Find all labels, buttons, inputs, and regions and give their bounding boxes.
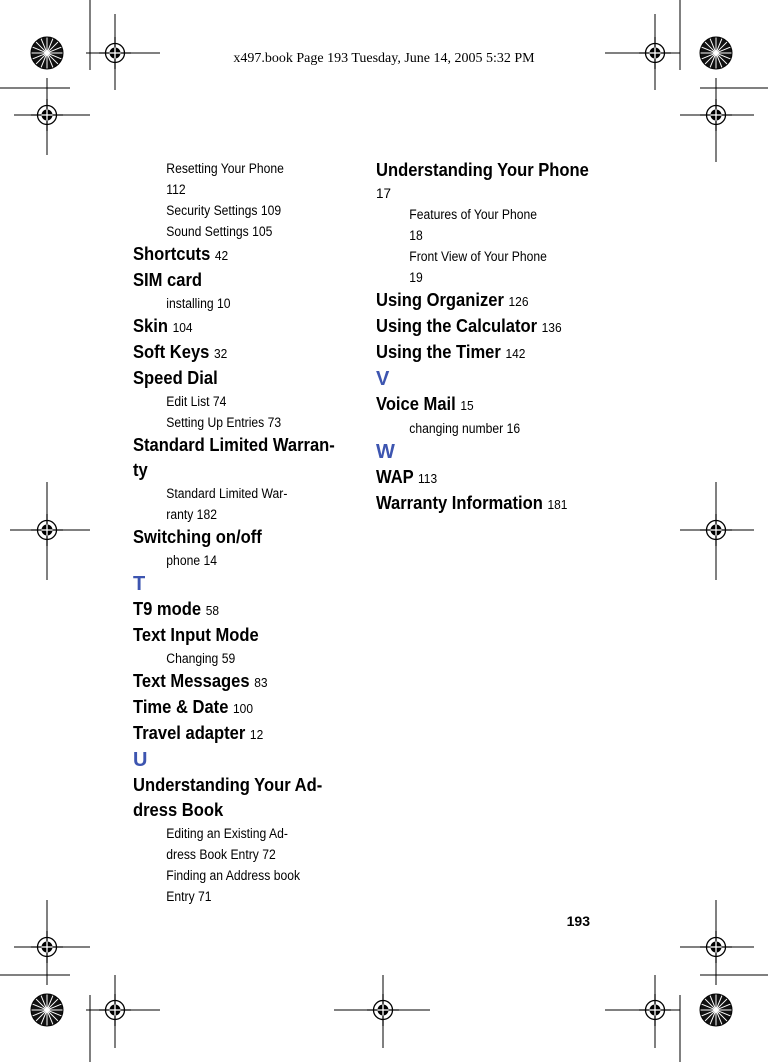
index-subentry: Resetting Your Phone [166, 161, 284, 176]
index-entry-wap: WAP 113 [376, 467, 438, 487]
index-subentry: Entry 71 [166, 889, 212, 904]
section-letter-w: W [376, 441, 395, 463]
index-entry-warranty-info: Warranty Information 181 [376, 493, 568, 513]
index-entry-softkeys: Soft Keys 32 [133, 342, 228, 362]
page-number: 193 [566, 913, 590, 929]
index-entry-skin: Skin 104 [133, 316, 193, 336]
index-subentry: Edit List 74 [166, 394, 227, 409]
index-subentry: changing number 16 [409, 421, 521, 436]
index-column-right [376, 158, 598, 517]
index-subentry: installing 10 [166, 296, 231, 311]
index-entry-travel: Travel adapter 12 [133, 723, 264, 743]
index-subentry: Editing an Existing Ad- [166, 826, 288, 841]
index-entry-voicemail: Voice Mail 15 [376, 394, 474, 414]
index-entry-warranty: Standard Limited Warran- [133, 435, 335, 455]
index-entry-textinput: Text Input Mode [133, 625, 259, 645]
section-letter-u: U [133, 749, 148, 771]
section-letter-t: T [133, 573, 146, 595]
index-subentry: Standard Limited War- [166, 486, 288, 501]
index-subentry: Sound Settings 105 [166, 224, 273, 239]
index-entry-addressbook-cont: dress Book [133, 800, 224, 820]
index-subentry: Front View of Your Phone [409, 249, 547, 264]
index-entry-switching: Switching on/off [133, 527, 262, 547]
index-entry-timer: Using the Timer 142 [376, 342, 526, 362]
index-entry-addressbook: Understanding Your Ad- [133, 775, 323, 795]
index-subentry: phone 14 [166, 553, 217, 568]
index-subentry: Security Settings 109 [166, 203, 282, 218]
index-subentry-page: 112 [166, 182, 186, 197]
index-entry-phone: Understanding Your Phone [376, 160, 589, 180]
index-entry-organizer: Using Organizer 126 [376, 290, 529, 310]
index-entry-timedate: Time & Date 100 [133, 697, 253, 717]
index-entry-t9: T9 mode 58 [133, 599, 220, 619]
file-header: x497.book Page 193 Tuesday, June 14, 2005 5:32 PM [233, 51, 535, 66]
index-subentry: 18 [409, 228, 423, 243]
index-subentry: dress Book Entry 72 [166, 847, 276, 862]
index-entry-speeddial: Speed Dial [133, 368, 218, 388]
index-subentry: Finding an Address book [166, 868, 301, 883]
index-entry-warranty-cont: ty [133, 460, 148, 480]
section-letter-v: V [376, 368, 390, 390]
index-entry-calculator: Using the Calculator 136 [376, 316, 562, 336]
index-subentry: Setting Up Entries 73 [166, 415, 282, 430]
index-entry-shortcuts: Shortcuts 42 [133, 244, 229, 264]
index-entry-page: 17 [376, 186, 392, 201]
index-subentry: Features of Your Phone [409, 207, 537, 222]
index-column-left [133, 158, 355, 907]
index-subentry: Changing 59 [166, 651, 236, 666]
index-subentry: 19 [409, 270, 423, 285]
index-subentry: ranty 182 [166, 507, 217, 522]
index-entry-textmsg: Text Messages 83 [133, 671, 268, 691]
index-entry-simcard: SIM card [133, 270, 203, 290]
